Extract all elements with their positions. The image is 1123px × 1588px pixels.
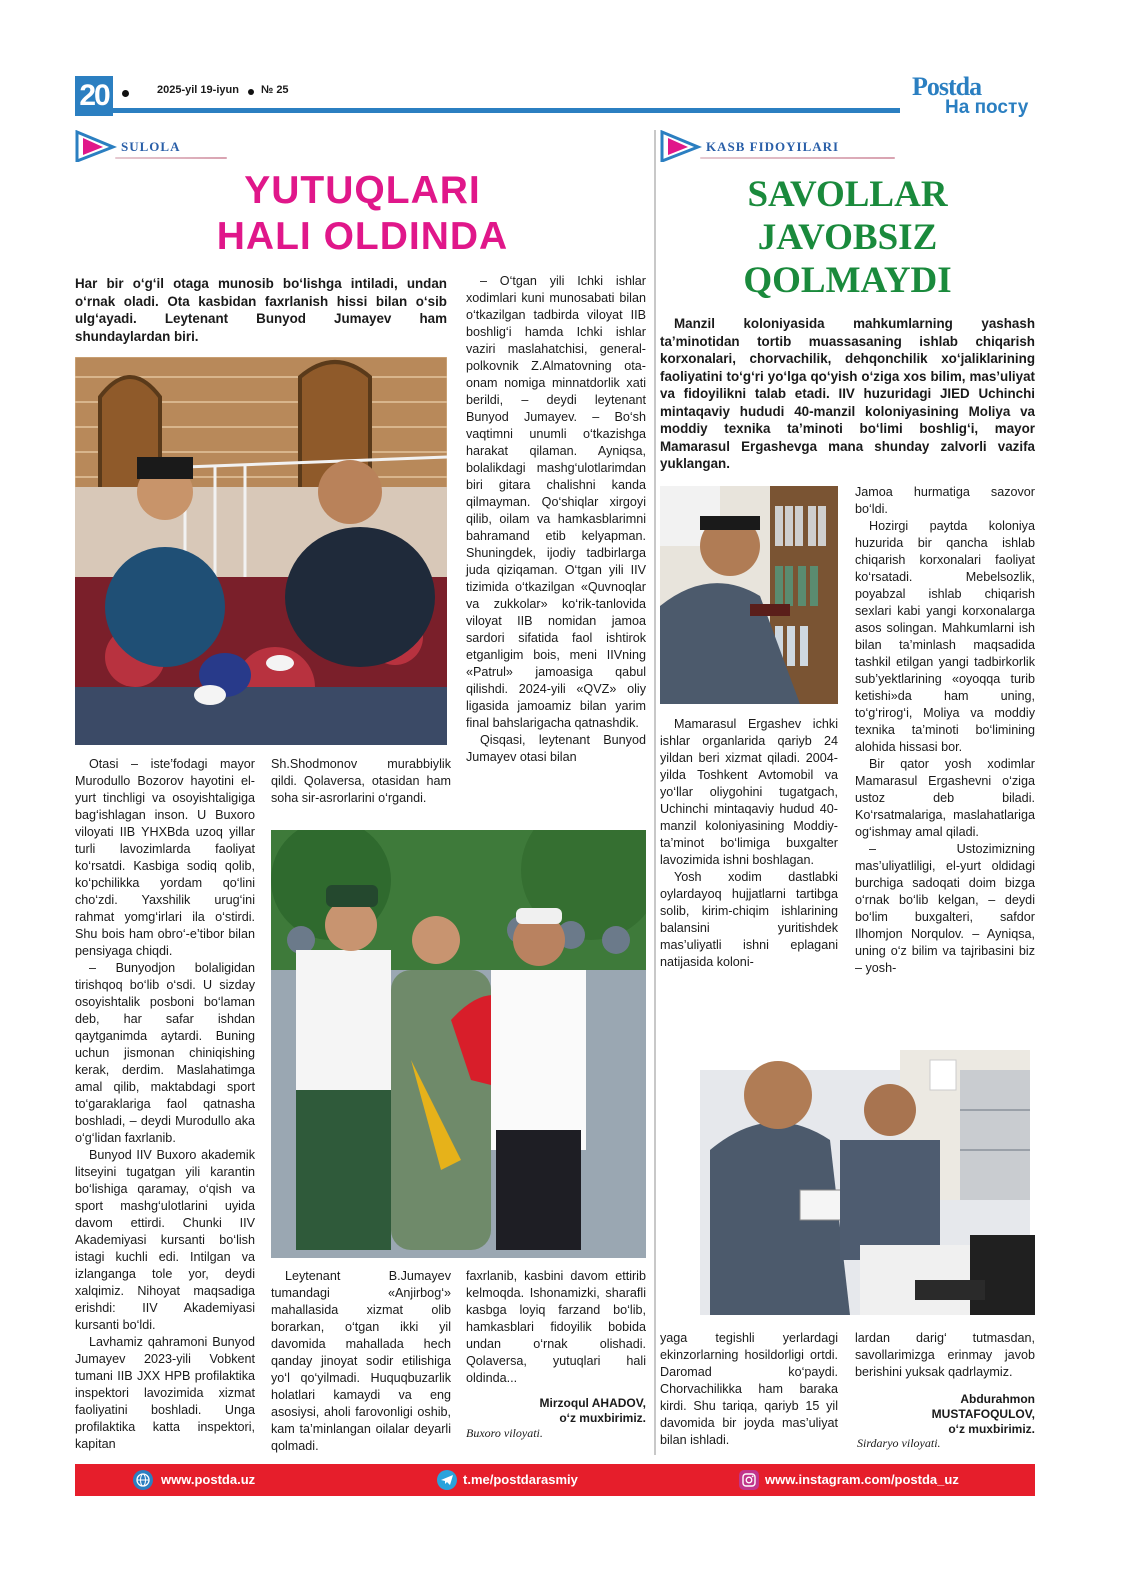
issue-number: № 25 [261,84,289,96]
title-line: SAVOLLAR [747,174,948,215]
title-line: HALI OLDINDA [216,215,509,258]
text-column [855,1330,1035,1381]
paragraph: Leytenant B.Jumayev tumandagi «Anjirbog‘» mahallasida xizmat olib borarkan, o‘tgan ikki yil davomida mahallada hech qanday jinoyat sodir etilishiga yo‘l qo‘yilmadi. Huquqbuzarlik holatlari kamaydi va eng asosiysi, aholi farovonligi oshib, kam ta’minlangan oilalar deyarli qolmadi. [271,1269,451,1453]
title-line: QOLMAYDI [743,260,952,301]
text-column [75,756,255,1453]
telegram-link[interactable]: t.me/postdarasmiy [463,1472,578,1487]
text-column [271,1268,451,1455]
author-name: MUSTAFOQULOV, [931,1407,1035,1421]
paragraph: – O‘tgan yili Ichki ishlar xodimlari kuni munosabati bilan o‘tkazilgan tadbirda viloyat IIB boshlig‘i hamda Ichki ishlar vaziri maslahatchisi, general-polkovnik Z.Almatovning ota-onam nomiga minnatdorlik xati berildi, – deydi leytenant Bunyod Jumayev. – Bo‘sh vaqtimni unumli o‘tkazishga harakat qilaman. Ayniqsa, bolalikdagi mashg‘ulotlarimdan biri gitara chalishni kanda qilmayman. Qo‘shiqlar xirgoyi qilib, oilam va hamkasblarimni bahramand etib kelyapman. Shuningdek, ijodiy tadbirlarga juda qiziqaman. O‘tgan yili IIV tizimida o‘tkazilgan «Quvnoqlar va zukkolar» ko‘rik-tanlovida viloyat IIB nomidan jamoa sardori sifatida faol ishtirok etganligim bois, meni IIVning «Patrul» jamoasiga qabul qilishdi. 2024-yili «QVZ» oliy ligasida jamoamiz bilan yarim final bahslarigacha qatnashdik. [466,274,646,730]
paragraph: lardan darig‘ tutmasdan, savollarimizga erinmay javob berishini yuksak qadrlaymiz. [855,1331,1035,1379]
text-column [660,1330,838,1449]
paragraph: Bir qator yosh xodimlar Mamarasul Ergashevni o‘ziga ustoz deb biladi. Ko‘rsatmalariga, maslahatlariga og‘ishmay amal qiladi. [855,757,1035,839]
photo-illustration [271,830,646,1258]
globe-icon [133,1470,153,1490]
paragraph: Lavhamiz qahramoni Bunyod Jumayev 2023-yili Vobkent tumani IIB JXX HPB profilaktika inspektori lavozimida xizmat faoliyatini boshladi. Unga profilaktika katta inspektori, kapitan [75,1335,255,1451]
title-line: YUTUQLARI [244,169,481,212]
page-number: 20 [75,76,113,116]
rubric-underline [115,157,227,159]
photo-officer-reading [660,486,838,704]
photo-illustration [660,990,1035,1315]
rubric-label: SULOLA [121,139,181,154]
paragraph: Sh.Shodmonov murabbiylik qildi. Qolaversa, otasidan ham soha sir-asrorlarini o‘rgandi. [271,757,451,805]
paragraph: Bunyod IIV Buxoro akademik litseyini tugatgan yili karantin bo‘lishiga qaramay, o‘qish va sport mashg‘ulotlarini uyida davom ettirdi. Chunki IIV Akademiyasi kursanti bo‘lish istagi kuchli edi. Intilgan va izlanganga tole yor, deydi xalqimiz. Nihoyat maqsadiga erishdi: IIV Akademiyasi kursanti bo‘ldi. [75,1148,255,1332]
triangle-icon [75,130,117,162]
column-divider [654,130,656,1455]
header-bullet [122,90,129,97]
paragraph: Qisqasi, leytenant Bunyod Jumayev otasi bilan [466,733,646,764]
author-location: Sirdaryo viloyati. [857,1436,941,1450]
paragraph: Mamarasul Ergashev ichki ishlar organlarida qariyb 24 yildan beri xizmat qiladi. 2004-yilda Toshkent Avtomobil va yo‘llar oliygohini tugatgach, Uchinchi mintaqaviy hudud 40-manzil koloniyasining Moddiy-ta’minot bo‘limiga buxgalter lavozimida ishni boshlagan. [660,717,838,867]
author-signature [466,1396,646,1426]
article-title [660,173,1035,302]
instagram-link[interactable]: www.instagram.com/postda_uz [765,1472,959,1487]
telegram-icon [437,1470,457,1490]
photo-illustration [660,486,838,704]
article-lead: Har bir o‘g‘il otaga munosib bo‘lishga intiladi, undan o‘rnak oladi. Ota kasbidan faxrlanish hissi bilan o‘sib ulg‘ayadi. Leytenant Bunyod Jumayev ham shundaylardan biri. [75,276,447,344]
paragraph: Otasi – iste’fodagi mayor Murodullo Bozorov hayotini el-yurt tinchligi va osoyishtaligiga bag‘ishlagan inson. U Buxoro viloyati IIB YHXBda uzoq yillar turli lavozimlarda faoliyat ko‘rsatdi. Kasbiga sodiq qolib, ko‘pchilikka yordam qo‘lini cho‘zdi. Yaxshilik urug‘ini rahmat yomg‘irlari ila o‘stirdi. Shu bois ham obro‘-e’tibor bilan pensiyaga chiqdi. [75,757,255,958]
author-name: Mirzoqul AHADOV, [539,1396,646,1410]
author-role: o‘z muxbirimiz. [948,1422,1035,1436]
photo-office-work [660,990,1035,1315]
newspaper-logo: Postda [912,72,982,101]
header-bullet [248,89,254,95]
newspaper-logo-subtitle: На посту [945,97,1029,118]
triangle-icon [660,130,702,162]
text-column [855,484,1035,977]
photo-illustration [75,357,447,745]
rubric-label: KASB FIDOYILARI [706,139,840,154]
paragraph: – Bunyodjon bolaligidan tirishqoq bo‘lib o‘sdi. U sizday osoyishtalik posboni bo‘laman deb, har safar ishdan qaytganimda aytardi. Buning uchun jismonan chiniqishing kerak, derdim. Maslahatimga amal qilib, maktabdagi sport to‘garaklariga faol qatnasha boshladi, – deydi Murodullo aka o‘g‘lidan faxrlanib. [75,961,255,1145]
photo-father-and-son [75,357,447,745]
title-line: JAVOBSIZ [757,217,938,258]
paragraph: Yosh xodim dastlabki oylardayoq hujjatlarni tartibga solib, kirim-chiqim ishlarining balansini yuritishdek mas’uliyatli ishni eplagani natijasida koloni- [660,870,838,969]
text-column [466,1268,646,1387]
author-location: Buxoro viloyati. [466,1426,543,1440]
author-signature [855,1392,1035,1437]
article-title [75,168,650,260]
website-link[interactable]: www.postda.uz [161,1472,256,1487]
instagram-icon [739,1470,759,1490]
article-lead: Manzil koloniyasida mahkumlarning yashash ta’minotidan tortib muassasaning ishlab chiqarish korxonalari, chorvachilik, dehqonchilik xo‘jaliklarining faoliyatini to‘g‘ri yo‘lga qo‘yish o‘ziga xos bilim, mas’uliyat va fidoyilikni talab etadi. IIV huzuridagi JIED Uchinchi mintaqaviy hududi 40-manzil koloniyasining Moliya va moddiy texnika ta’minoti bo‘limi boshlig‘i, mayor Mamarasul Ergashevga mana shunday zalvorli vazifa yuklangan. [660,316,1035,471]
paragraph: – Ustozimizning mas’uliyatliligi, el-yurt oldidagi burchiga sadoqati doim bizga o‘rnak bo‘lib kelgan, – deydi bo‘lim buxgalteri, safdor Ilhomjon Norqulov. – Ayniqsa, uning o‘z bilim va tajribasini biz – yosh- [855,842,1035,975]
issue-date: 2025-yil 19-iyun [157,84,239,96]
photo-family-ceremony [271,830,646,1258]
paragraph: Hozirgi paytda koloniya huzurida bir qancha ishlab chiqarish korxonalari faoliyat ko‘rsatadi. Mebelsozlik, poyabzal ishlab chiqarish sexlari kabi yangi korxonalarga asos solingan. Mahkumlarni ish bilan ta’minlash maqsadida tashkil etilgan yangi tadbirkorlik sub’yektlarining «oyoqqa turib ketishi»da ham uning, to‘g‘rirog‘i, Moliya va moddiy texnika ta’minoti bo‘limining alohida hissasi bor. [855,519,1035,754]
paragraph: faxrlanib, kasbini davom ettirib kelmoqda. Ishonamizki, sharafli kasbga loyiq farzand bo‘lib, hamkasblari fidoyilik bobida undan o‘rnak olishadi. Qolaversa, yutuqlari hali oldinda... [466,1269,646,1385]
text-column [466,273,646,766]
rubric-kasb-fidoyilari [660,130,900,162]
header-rule [113,108,900,113]
paragraph: Jamoa hurmatiga sazovor bo‘ldi. [855,485,1035,516]
text-column [660,716,838,971]
footer-bar [75,1464,1035,1496]
text-column [271,756,451,807]
rubric-sulola [75,130,230,162]
author-role: o‘z muxbirimiz. [559,1411,646,1425]
paragraph: yaga tegishli yerlardagi ekinzorlarning hosildorligi ortdi. Daromad ko‘paydi. Chorvachilikka ham baraka kirdi. Shu tariqa, qariyb 15 yil davomida bir joyda mas’uliyat bilan ishladi. [660,1331,838,1447]
author-name: Abdurahmon [960,1392,1035,1406]
rubric-underline [700,157,895,159]
